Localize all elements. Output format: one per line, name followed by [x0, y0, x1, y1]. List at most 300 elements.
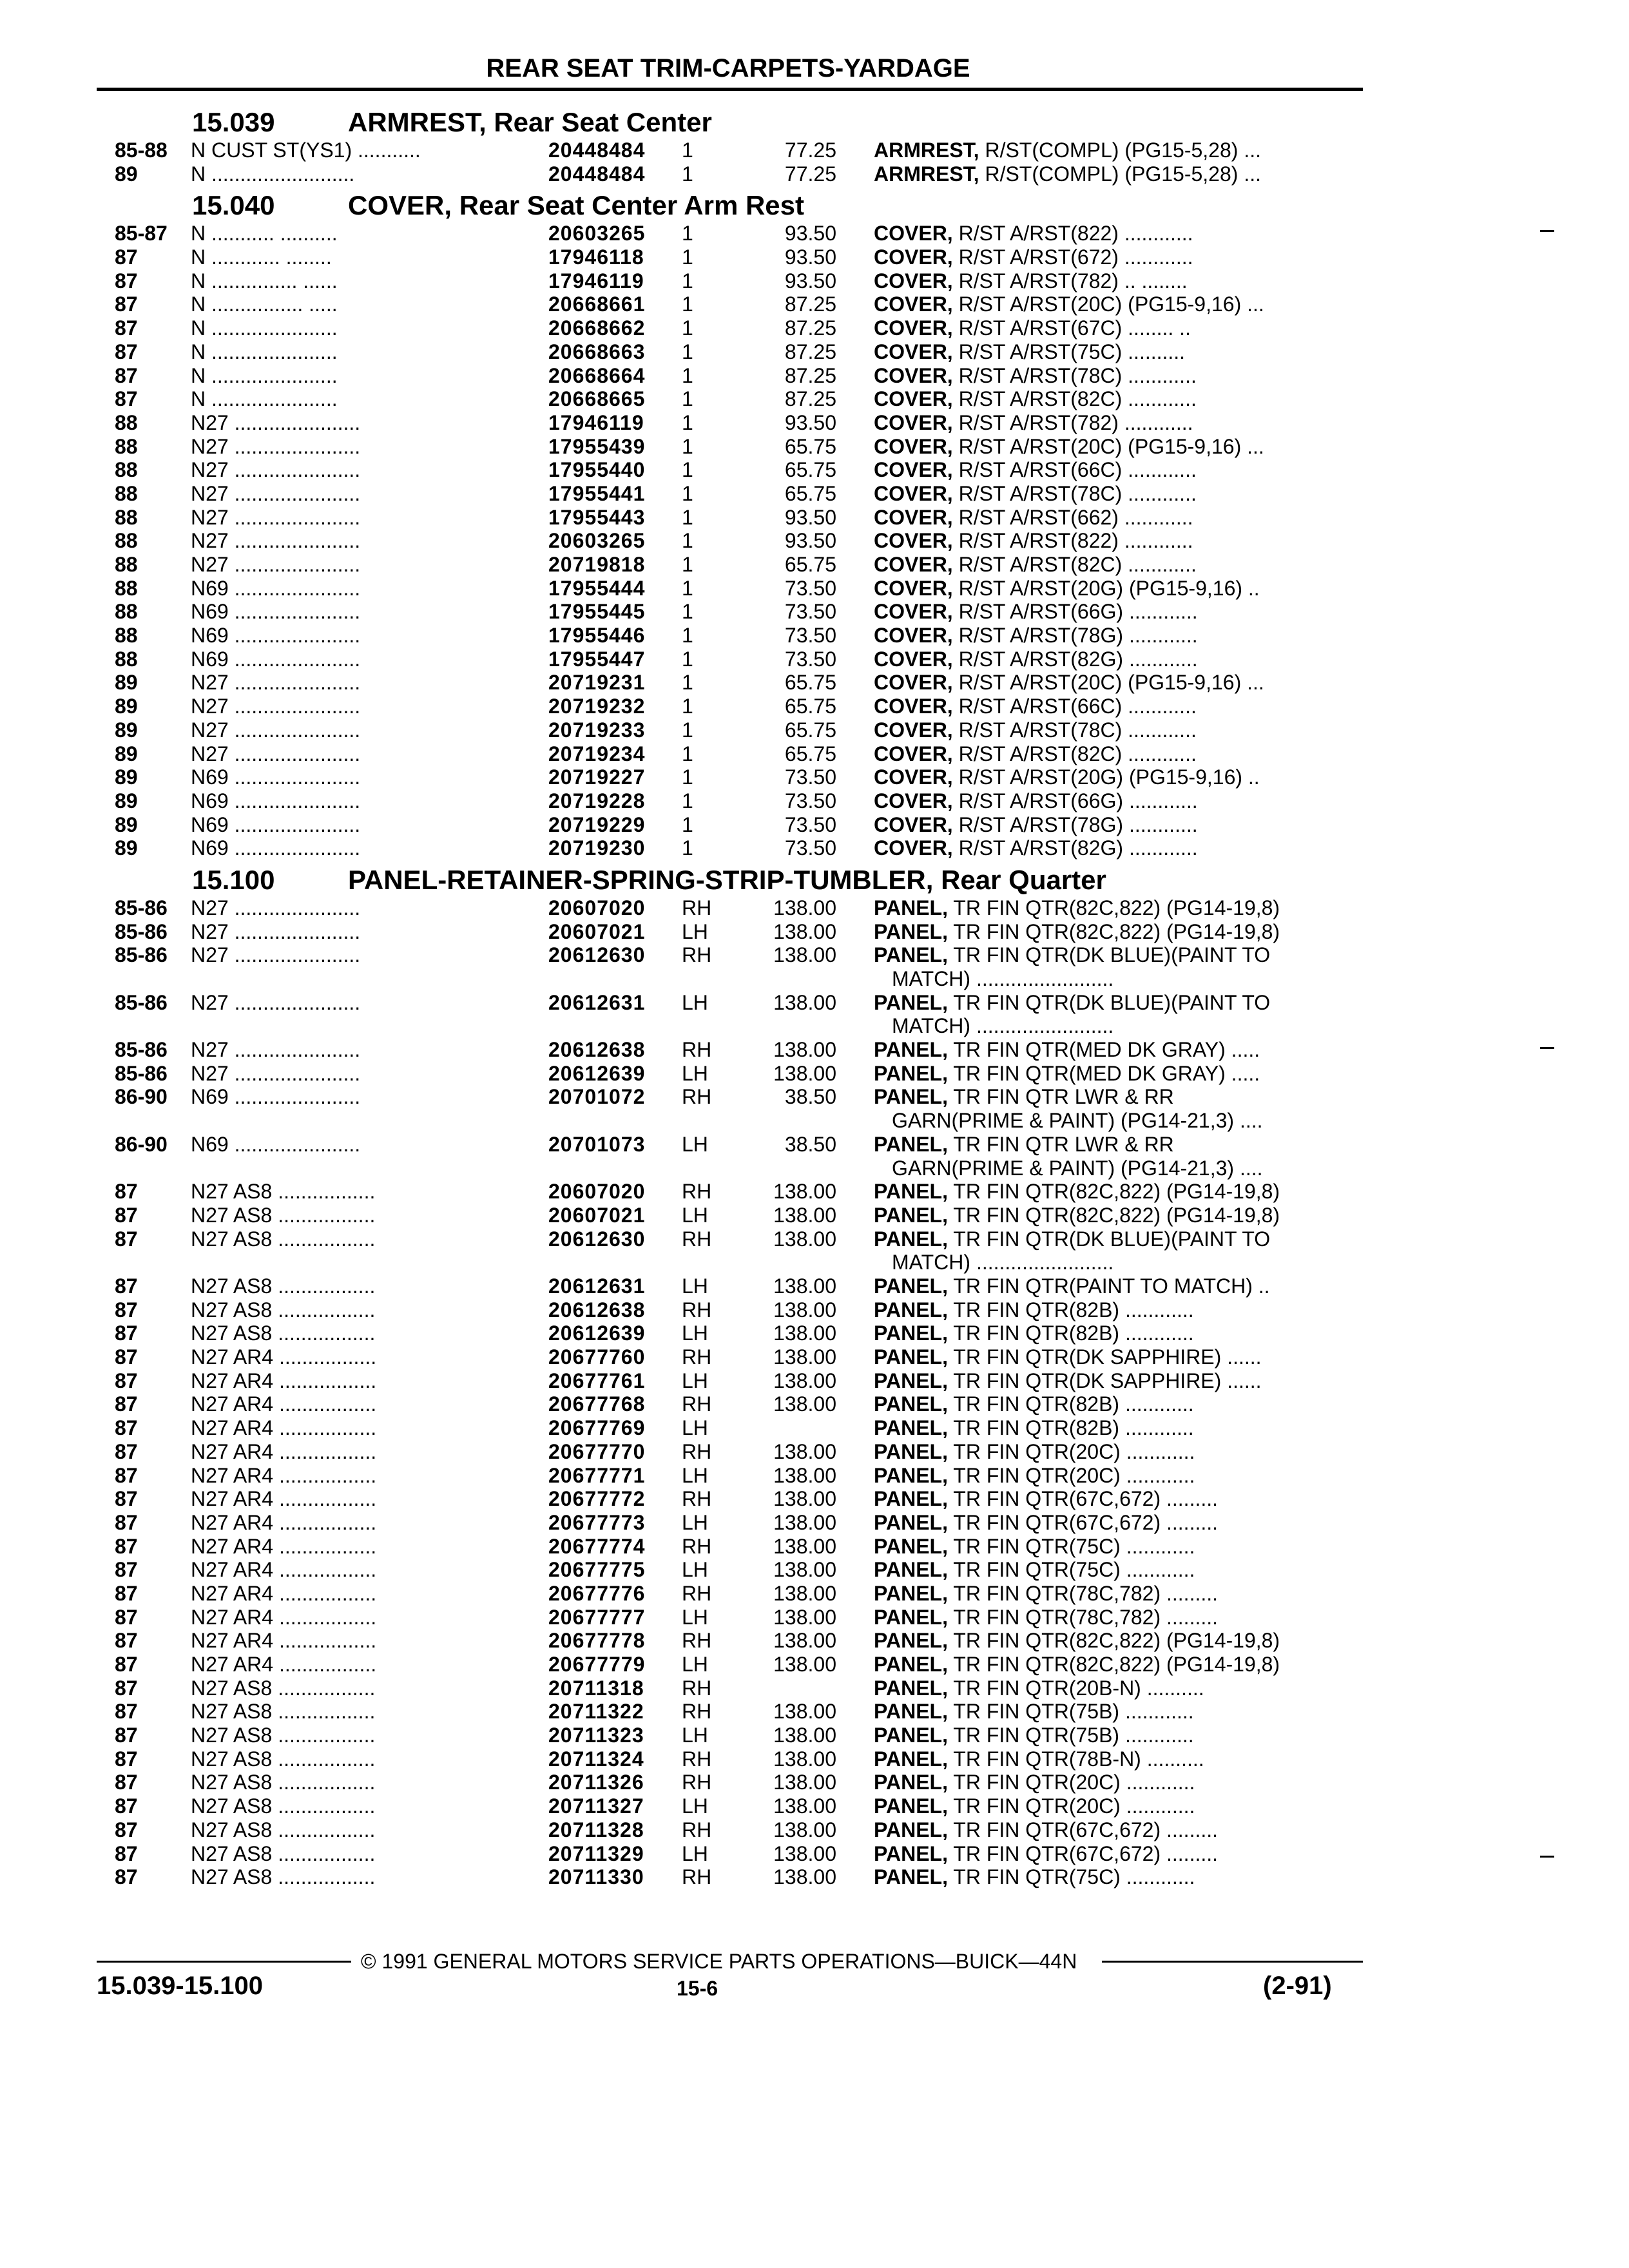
table-row — [115, 269, 1365, 293]
quantity: RH — [682, 1038, 712, 1062]
part-number: 17955444 — [548, 576, 646, 600]
part-number: 17955445 — [548, 600, 646, 624]
description-text: R/ST A/RST(822) ............ — [958, 529, 1193, 553]
quantity: 1 — [682, 340, 693, 363]
model-year: 89 — [115, 836, 138, 860]
model-year: 85-86 — [115, 943, 168, 967]
table-row — [115, 813, 1365, 837]
quantity: 1 — [682, 293, 693, 316]
part-number: 20607021 — [548, 1203, 646, 1227]
table-row — [115, 1771, 1365, 1794]
description — [874, 1180, 1357, 1204]
table-row — [115, 529, 1365, 553]
page-title: REAR SEAT TRIM-CARPETS-YARDAGE — [486, 54, 970, 82]
table-row — [115, 411, 1365, 435]
model-code: N69 ...................... — [191, 765, 361, 789]
quantity: 1 — [682, 505, 693, 529]
description-keyword: PANEL, — [874, 1794, 948, 1818]
model-year: 87 — [115, 1747, 138, 1771]
quantity: RH — [682, 1865, 712, 1889]
part-number: 20603265 — [548, 529, 646, 553]
part-number: 20719229 — [548, 812, 646, 836]
description-text: TR FIN QTR(DK SAPPHIRE) ...... — [953, 1369, 1262, 1392]
model-code: N27 AR4 ................. — [191, 1416, 377, 1440]
description-text: R/ST(COMPL) (PG15-5,28) ... — [985, 162, 1261, 186]
description — [874, 269, 1357, 293]
description-keyword: COVER, — [874, 434, 953, 458]
part-number: 20607020 — [548, 896, 646, 919]
section-heading — [115, 860, 1365, 896]
model-code: N69 ...................... — [191, 576, 361, 600]
description-text: TR FIN QTR(78C,782) ......... — [953, 1581, 1219, 1605]
model-code: N27 AS8 ................. — [191, 1841, 376, 1865]
description-text: R/ST A/RST(672) ............ — [958, 245, 1193, 269]
description — [874, 1038, 1357, 1062]
quantity: 1 — [682, 576, 693, 600]
description-keyword: PANEL, — [874, 1038, 948, 1062]
description-keyword: PANEL, — [874, 1369, 948, 1392]
description — [874, 139, 1357, 162]
part-number: 20677760 — [548, 1345, 646, 1369]
model-code: N ...................... — [191, 340, 338, 363]
model-year: 88 — [115, 529, 138, 553]
price: 93.50 — [784, 505, 836, 529]
model-year: 88 — [115, 624, 138, 648]
model-year: 88 — [115, 481, 138, 505]
description-keyword: COVER, — [874, 387, 953, 411]
model-code: N27 AR4 ................. — [191, 1463, 377, 1487]
model-code: N ...................... — [191, 363, 338, 387]
model-year: 87 — [115, 1439, 138, 1463]
price: 138.00 — [773, 1724, 836, 1747]
description-continuation: GARN(PRIME & PAINT) (PG14-21,3) .... — [892, 1156, 1263, 1180]
model-code: N27 ...................... — [191, 410, 361, 434]
description-text: R/ST A/RST(78G) ............ — [958, 624, 1198, 648]
table-row — [115, 1416, 1365, 1440]
quantity: RH — [682, 1439, 712, 1463]
quantity: 1 — [682, 812, 693, 836]
model-code: N27 AS8 ................. — [191, 1274, 376, 1298]
table-row — [115, 600, 1365, 624]
price: 138.00 — [773, 1463, 836, 1487]
description — [874, 648, 1357, 671]
table-row — [115, 742, 1365, 766]
description-text: TR FIN QTR(67C,672) ......... — [953, 1841, 1219, 1865]
description — [874, 387, 1357, 411]
part-number: 20668663 — [548, 340, 646, 363]
table-row — [115, 836, 1365, 860]
description-text: R/ST A/RST(78C) ............ — [958, 718, 1197, 742]
part-number: 20612638 — [548, 1298, 646, 1321]
part-number: 20668665 — [548, 387, 646, 411]
table-row — [115, 340, 1365, 364]
quantity: LH — [682, 1724, 708, 1747]
margin-tick — [1540, 1856, 1554, 1858]
description-text: R/ST A/RST(82C) ............ — [958, 387, 1197, 411]
table-row — [115, 222, 1365, 245]
table-row — [115, 316, 1365, 340]
description-keyword: COVER, — [874, 410, 953, 434]
description — [874, 1392, 1357, 1416]
model-year: 87 — [115, 293, 138, 316]
model-code: N27 ...................... — [191, 1061, 361, 1085]
model-code: N27 AR4 ................. — [191, 1439, 377, 1463]
table-row — [115, 1440, 1365, 1464]
model-year: 87 — [115, 1345, 138, 1369]
description-text: TR FIN QTR(78B-N) .......... — [953, 1747, 1204, 1771]
model-year: 87 — [115, 269, 138, 293]
table-row — [115, 671, 1365, 695]
description-keyword: PANEL, — [874, 990, 948, 1014]
table-row — [115, 553, 1365, 577]
description-continuation: MATCH) ........................ — [892, 1014, 1114, 1038]
description-text: R/ST A/RST(82G) ............ — [958, 836, 1198, 860]
description — [874, 1558, 1357, 1582]
table-row — [115, 245, 1365, 269]
model-year: 85-86 — [115, 896, 168, 919]
model-code: N ................ ..... — [191, 293, 338, 316]
model-code: N69 ...................... — [191, 1132, 361, 1156]
description — [874, 1842, 1357, 1866]
price: 138.00 — [773, 1771, 836, 1794]
table-row — [115, 1700, 1365, 1724]
description — [874, 1298, 1357, 1322]
price: 138.00 — [773, 919, 836, 943]
model-year: 89 — [115, 765, 138, 789]
description — [874, 482, 1357, 506]
model-year: 88 — [115, 647, 138, 671]
description-keyword: COVER, — [874, 340, 953, 363]
price: 38.50 — [784, 1085, 836, 1109]
description — [874, 1629, 1357, 1653]
table-row — [115, 1677, 1365, 1700]
model-year: 87 — [115, 1298, 138, 1321]
description-text: TR FIN QTR(82C,822) (PG14-19,8) — [953, 919, 1280, 943]
description-keyword: COVER, — [874, 812, 953, 836]
description-text: TR FIN QTR(75C) ............ — [953, 1534, 1195, 1558]
price: 65.75 — [784, 458, 836, 482]
model-year: 85-86 — [115, 990, 168, 1014]
model-year: 85-86 — [115, 1038, 168, 1062]
price: 138.00 — [773, 1510, 836, 1534]
description — [874, 222, 1357, 245]
description-keyword: COVER, — [874, 600, 953, 624]
description-keyword: PANEL, — [874, 1274, 948, 1298]
description-text: TR FIN QTR(75C) ............ — [953, 1865, 1195, 1889]
quantity: LH — [682, 1416, 708, 1440]
description-keyword: COVER, — [874, 718, 953, 742]
model-code: N27 ...................... — [191, 529, 361, 553]
table-row — [115, 920, 1365, 944]
part-number: 20719231 — [548, 671, 646, 695]
part-number: 20603265 — [548, 222, 646, 245]
description-keyword: COVER, — [874, 529, 953, 553]
quantity: LH — [682, 1558, 708, 1582]
table-row — [115, 1535, 1365, 1559]
description — [874, 943, 1357, 990]
part-number: 20668662 — [548, 316, 646, 340]
table-row — [115, 1865, 1365, 1889]
part-number: 20448484 — [548, 162, 646, 186]
price: 73.50 — [784, 789, 836, 812]
model-year: 87 — [115, 1865, 138, 1889]
part-number: 20612638 — [548, 1038, 646, 1062]
description-text: R/ST A/RST(20C) (PG15-9,16) ... — [958, 434, 1264, 458]
quantity: RH — [682, 1534, 712, 1558]
quantity: 1 — [682, 316, 693, 340]
price: 138.00 — [773, 1700, 836, 1724]
model-year: 87 — [115, 1724, 138, 1747]
quantity: 1 — [682, 647, 693, 671]
description-keyword: ARMREST, — [874, 139, 979, 162]
description-keyword: PANEL, — [874, 1298, 948, 1321]
table-row — [115, 1511, 1365, 1535]
description-keyword: PANEL, — [874, 1841, 948, 1865]
model-code: N27 ...................... — [191, 1038, 361, 1062]
description-keyword: PANEL, — [874, 1345, 948, 1369]
price: 138.00 — [773, 1203, 836, 1227]
table-row — [115, 1558, 1365, 1582]
price: 138.00 — [773, 1629, 836, 1653]
table-row — [115, 293, 1365, 316]
footer-rule-left — [97, 1961, 351, 1963]
part-number: 17946118 — [548, 245, 644, 269]
table-row — [115, 1345, 1365, 1369]
description-keyword: PANEL, — [874, 1605, 948, 1629]
quantity: RH — [682, 1392, 712, 1416]
model-code: N27 ...................... — [191, 434, 361, 458]
quantity: RH — [682, 1747, 712, 1771]
section-number: 15.040 — [192, 190, 275, 221]
description — [874, 553, 1357, 577]
model-year: 88 — [115, 576, 138, 600]
description-text: TR FIN QTR(DK BLUE)(PAINT TO — [953, 943, 1271, 967]
description — [874, 1416, 1357, 1440]
model-year: 85-88 — [115, 139, 168, 162]
model-code: N ...................... — [191, 316, 338, 340]
description — [874, 1535, 1357, 1559]
description — [874, 577, 1357, 601]
price: 87.25 — [784, 387, 836, 411]
model-code: N27 AS8 ................. — [191, 1747, 376, 1771]
description-keyword: PANEL, — [874, 1700, 948, 1724]
description-keyword: COVER, — [874, 222, 953, 245]
description-keyword: PANEL, — [874, 1747, 948, 1771]
description — [874, 1865, 1357, 1889]
description — [874, 991, 1357, 1038]
model-year: 87 — [115, 1558, 138, 1582]
model-code: N27 AS8 ................. — [191, 1676, 376, 1700]
price: 77.25 — [784, 139, 836, 162]
description-keyword: PANEL, — [874, 943, 948, 967]
price: 138.00 — [773, 1180, 836, 1204]
model-code: N27 ...................... — [191, 671, 361, 695]
part-number: 20677775 — [548, 1558, 646, 1582]
description-text: R/ST A/RST(82C) ............ — [958, 742, 1197, 765]
description-text: TR FIN QTR(67C,672) ......... — [953, 1818, 1219, 1841]
model-code: N27 AR4 ................. — [191, 1534, 377, 1558]
description — [874, 813, 1357, 837]
price: 65.75 — [784, 553, 836, 576]
footer-page-number: 15-6 — [677, 1977, 718, 2000]
part-number: 20677776 — [548, 1581, 646, 1605]
description-text: TR FIN QTR(75C) ............ — [953, 1558, 1195, 1582]
model-year: 87 — [115, 1416, 138, 1440]
model-code: N27 AS8 ................. — [191, 1865, 376, 1889]
model-year: 89 — [115, 812, 138, 836]
model-code: N27 AS8 ................. — [191, 1298, 376, 1321]
description-continuation: MATCH) ........................ — [892, 967, 1114, 991]
quantity: RH — [682, 1581, 712, 1605]
description-text: TR FIN QTR(82C,822) (PG14-19,8) — [953, 1180, 1280, 1204]
description — [874, 1724, 1357, 1747]
table-row — [115, 943, 1365, 990]
table-row — [115, 387, 1365, 411]
section-number: 15.039 — [192, 107, 275, 137]
quantity: RH — [682, 1298, 712, 1321]
description — [874, 1771, 1357, 1794]
part-number: 20612639 — [548, 1061, 646, 1085]
description-keyword: PANEL, — [874, 919, 948, 943]
table-row — [115, 1180, 1365, 1204]
description-text: TR FIN QTR(DK BLUE)(PAINT TO — [953, 1227, 1271, 1251]
description-keyword: PANEL, — [874, 1629, 948, 1653]
footer-rule-right — [1102, 1961, 1363, 1963]
table-row — [115, 1321, 1365, 1345]
table-row — [115, 1629, 1365, 1653]
model-code: N27 AS8 ................. — [191, 1321, 376, 1345]
description — [874, 695, 1357, 718]
price: 138.00 — [773, 1298, 836, 1321]
price: 138.00 — [773, 1038, 836, 1062]
description-text: TR FIN QTR(82B) ............ — [953, 1298, 1194, 1321]
model-year: 85-86 — [115, 1061, 168, 1085]
price: 65.75 — [784, 742, 836, 765]
price: 73.50 — [784, 765, 836, 789]
copyright-notice: © 1991 GENERAL MOTORS SERVICE PARTS OPERATIONS—BUICK—44N — [361, 1950, 1077, 1973]
description-keyword: PANEL, — [874, 1676, 948, 1700]
model-code: N ......................... — [191, 162, 355, 186]
price: 138.00 — [773, 1747, 836, 1771]
quantity: RH — [682, 1676, 712, 1700]
price: 65.75 — [784, 434, 836, 458]
description-text: TR FIN QTR LWR & RR — [953, 1085, 1174, 1109]
model-year: 86-90 — [115, 1132, 168, 1156]
quantity: LH — [682, 1653, 708, 1677]
table-row — [115, 789, 1365, 813]
price: 138.00 — [773, 1227, 836, 1251]
description — [874, 1818, 1357, 1842]
model-year: 87 — [115, 1676, 138, 1700]
quantity: RH — [682, 896, 712, 919]
model-year: 87 — [115, 387, 138, 411]
model-year: 89 — [115, 671, 138, 695]
description-keyword: COVER, — [874, 553, 953, 576]
description-text: TR FIN QTR(20C) ............ — [953, 1771, 1195, 1794]
model-code: N27 ...................... — [191, 481, 361, 505]
model-year: 87 — [115, 1487, 138, 1511]
price: 73.50 — [784, 624, 836, 648]
model-year: 87 — [115, 1534, 138, 1558]
model-year: 89 — [115, 718, 138, 742]
description-keyword: PANEL, — [874, 1771, 948, 1794]
description-keyword: PANEL, — [874, 1818, 948, 1841]
model-code: N27 ...................... — [191, 990, 361, 1014]
part-number: 20711330 — [548, 1865, 644, 1889]
description-keyword: COVER, — [874, 742, 953, 765]
description-text: R/ST A/RST(78C) ............ — [958, 481, 1197, 505]
part-number: 20711329 — [548, 1841, 644, 1865]
table-row — [115, 991, 1365, 1038]
model-year: 87 — [115, 1581, 138, 1605]
model-code: N69 ...................... — [191, 647, 361, 671]
price: 138.00 — [773, 990, 836, 1014]
quantity: LH — [682, 1274, 708, 1298]
table-row — [115, 1204, 1365, 1227]
model-code: N27 ...................... — [191, 919, 361, 943]
part-number: 20677769 — [548, 1416, 646, 1440]
quantity: LH — [682, 1463, 708, 1487]
price: 93.50 — [784, 245, 836, 269]
description-text: TR FIN QTR LWR & RR — [953, 1132, 1174, 1156]
part-number: 20719233 — [548, 718, 646, 742]
part-number: 17955440 — [548, 458, 646, 482]
price: 93.50 — [784, 222, 836, 245]
parts-catalog — [115, 106, 1365, 1889]
description — [874, 624, 1357, 648]
margin-tick — [1540, 1047, 1554, 1049]
part-number: 20612630 — [548, 943, 646, 967]
description-text: TR FIN QTR(82B) ............ — [953, 1416, 1194, 1440]
description-text: R/ST A/RST(66G) ............ — [958, 600, 1198, 624]
table-row — [115, 1818, 1365, 1842]
description — [874, 789, 1357, 813]
model-year: 89 — [115, 695, 138, 718]
model-year: 89 — [115, 742, 138, 765]
model-year: 87 — [115, 1653, 138, 1677]
part-number: 20701073 — [548, 1132, 646, 1156]
description — [874, 1274, 1357, 1298]
description — [874, 506, 1357, 530]
model-code: N27 AR4 ................. — [191, 1487, 377, 1511]
description — [874, 1321, 1357, 1345]
price: 93.50 — [784, 529, 836, 553]
model-year: 87 — [115, 316, 138, 340]
price: 138.00 — [773, 943, 836, 967]
description — [874, 920, 1357, 944]
price: 77.25 — [784, 162, 836, 186]
table-row — [115, 1842, 1365, 1866]
model-year: 87 — [115, 1463, 138, 1487]
model-year: 85-86 — [115, 919, 168, 943]
model-year: 87 — [115, 1321, 138, 1345]
description-text: R/ST A/RST(662) ............ — [958, 505, 1193, 529]
table-row — [115, 718, 1365, 742]
part-number: 20607021 — [548, 919, 646, 943]
price: 73.50 — [784, 647, 836, 671]
quantity: RH — [682, 1700, 712, 1724]
price: 138.00 — [773, 1392, 836, 1416]
description-text: R/ST A/RST(67C) ........ .. — [958, 316, 1191, 340]
description-text: TR FIN QTR(67C,672) ......... — [953, 1510, 1219, 1534]
quantity: RH — [682, 1180, 712, 1204]
quantity: LH — [682, 1510, 708, 1534]
table-row — [115, 1298, 1365, 1322]
description — [874, 836, 1357, 860]
description-keyword: PANEL, — [874, 1581, 948, 1605]
description — [874, 1227, 1357, 1274]
description — [874, 1487, 1357, 1511]
